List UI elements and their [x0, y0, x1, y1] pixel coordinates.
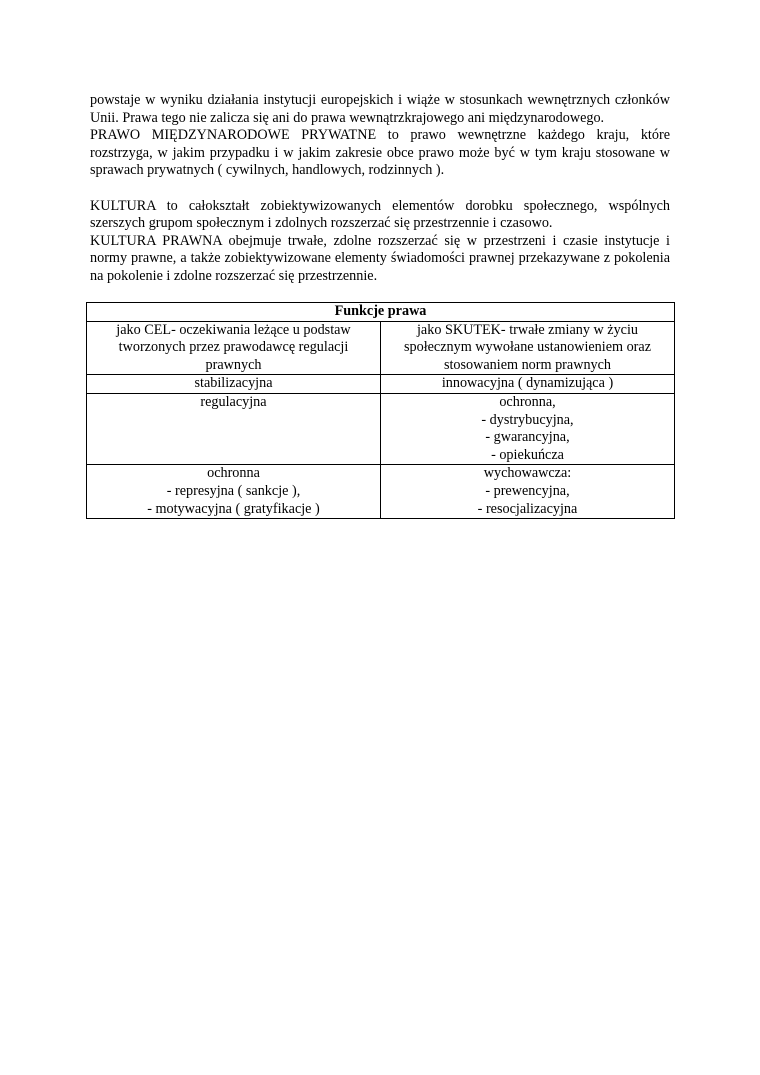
- table-header-row: [87, 321, 675, 375]
- cell-line: - resocjalizacyjna: [477, 500, 578, 517]
- cell-line: - represyjna ( sankcje ),: [166, 482, 301, 499]
- cell-line: stabilizacyjna: [194, 375, 273, 392]
- header-effect-line: stosowaniem norm prawnych: [443, 356, 612, 373]
- cell-line: innowacyjna ( dynamizująca ): [441, 375, 614, 392]
- table-row: [87, 375, 675, 394]
- cell-line: wychowawcza:: [483, 465, 572, 482]
- cell-line: - motywacyjna ( gratyfikacje ): [147, 500, 320, 517]
- table-cell-right: [381, 375, 675, 394]
- table-cell-right: [381, 465, 675, 519]
- paragraph-private-international-law: PRAWO MIĘDZYNARODOWE PRYWATNE to prawo wewnętrzne każdego kraju, które rozstrzyga, w jakim przypadku i w jakim zakresie obce prawo może być w tym kraju stosowane w sprawach prywatnych ( cywilnych, handlowych, rodzinnych ).: [90, 127, 670, 179]
- cell-line: - dystrybucyjna,: [481, 411, 574, 428]
- header-goal-line: prawnych: [205, 356, 262, 373]
- cell-line: - prewencyjna,: [485, 482, 570, 499]
- paragraph-culture: KULTURA to całokształt zobiektywizowanych elementów dorobku społecznego, wspólnych szerszych grupom społecznym i zdolnych rozszerzać się przestrzennie i czasowo.: [90, 197, 670, 232]
- cell-line: - opiekuńcza: [491, 446, 564, 463]
- header-effect-line: społecznym wywołane ustanowieniem oraz: [403, 339, 652, 356]
- header-goal-line: tworzonych przez prawodawcę regulacji: [118, 339, 349, 356]
- table-title-row: [87, 303, 675, 322]
- table-title: Funkcje prawa: [87, 303, 675, 322]
- table-cell-left: [87, 393, 381, 464]
- cell-line: ochronna: [207, 465, 260, 482]
- cell-line: ochronna,: [499, 393, 556, 410]
- paragraph-eu-law: powstaje w wyniku działania instytucji europejskich i wiąże w stosunkach wewnętrznych członków Unii. Prawa tego nie zalicza się ani do prawa wewnątrzkrajowego ani międzynarodowego.: [90, 92, 670, 126]
- header-cell-goal: [87, 321, 381, 375]
- paragraph-gap: [90, 180, 670, 198]
- table-row: [87, 393, 675, 464]
- functions-of-law-table: [86, 302, 675, 519]
- document-body: [90, 92, 670, 286]
- cell-line: - gwarancyjna,: [485, 429, 570, 446]
- header-effect-line: jako SKUTEK- trwałe zmiany w życiu: [416, 321, 639, 338]
- table-row: [87, 465, 675, 519]
- header-cell-effect: [381, 321, 675, 375]
- table-cell-left: [87, 465, 381, 519]
- table-cell-right: [381, 393, 675, 464]
- table-cell-left: [87, 375, 381, 394]
- paragraph-legal-culture: KULTURA PRAWNA obejmuje trwałe, zdolne rozszerzać się w przestrzeni i czasie instytucje i normy prawne, a także zobiektywizowane elementy świadomości prawnej przekazywane z pokolenia na pokolenie i zdolne rozszerzać się przestrzennie.: [90, 232, 670, 284]
- cell-line: regulacyjna: [200, 393, 267, 410]
- header-goal-line: jako CEL- oczekiwania leżące u podstaw: [116, 321, 351, 338]
